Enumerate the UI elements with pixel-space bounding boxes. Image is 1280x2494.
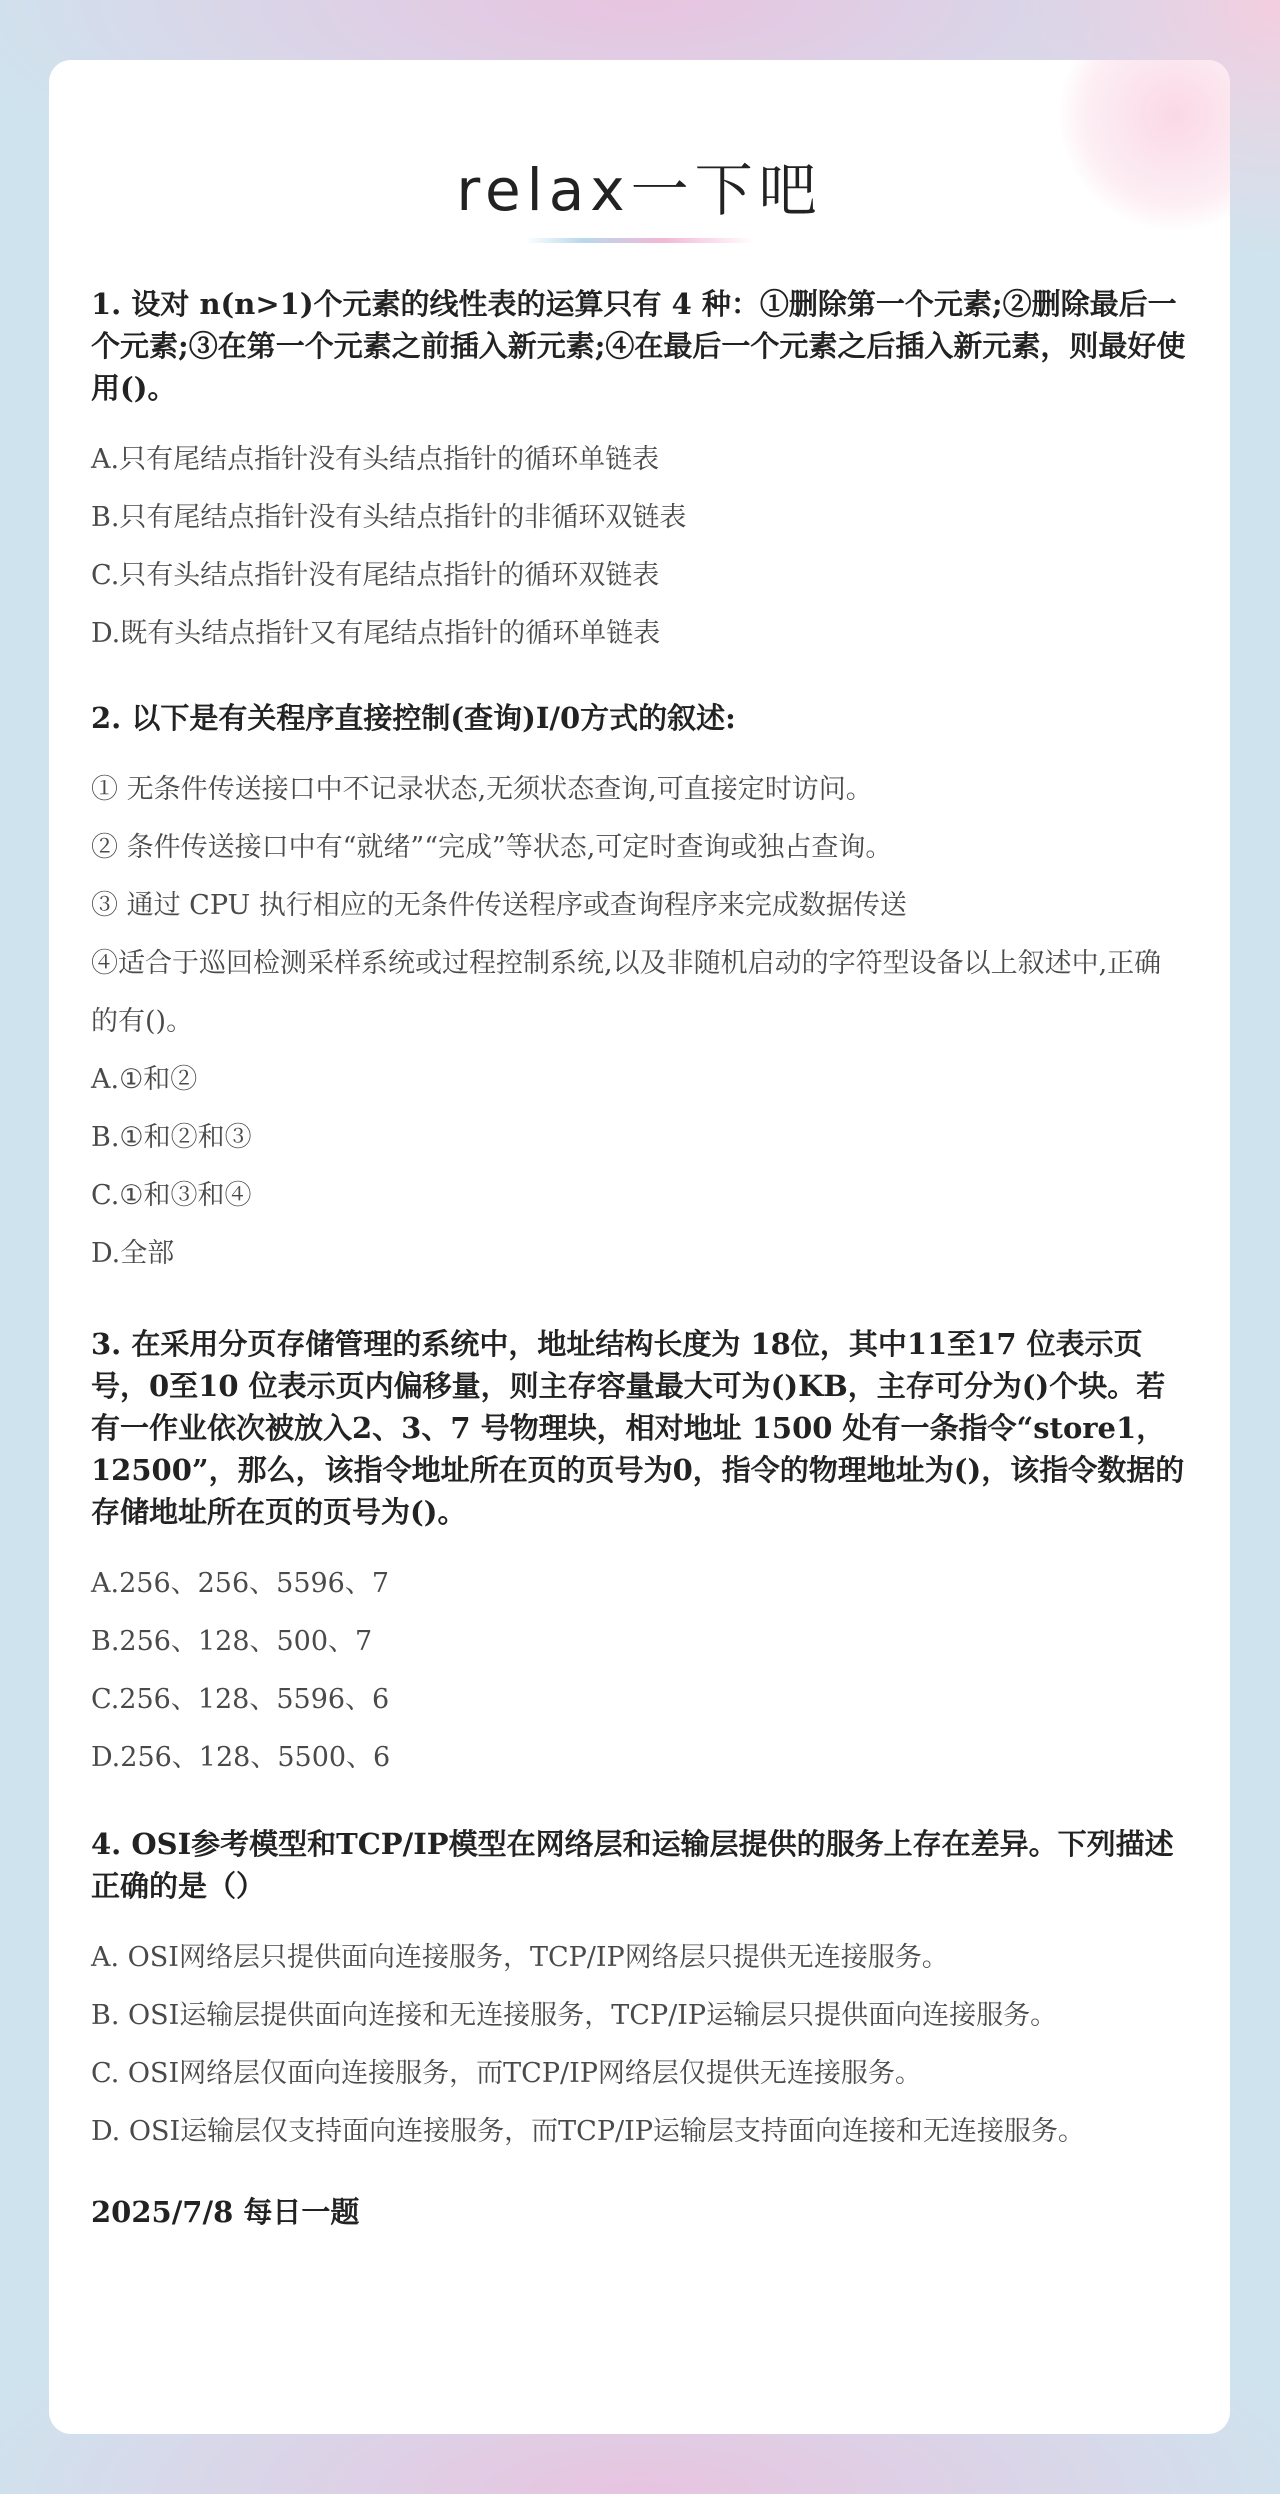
question-text-3: 3. 在采用分页存储管理的系统中，地址结构长度为 18位，其中11至17 位表示页号，0至10 位表示页内偏移量，则主存容量最大可为()KB，主存可分为()个块。若有一作业依次被放入2、3、7 号物理块，相对地址 1500 处有一条指令“store1， 12500”，那么，该指令地址所在页的页号为0，指令的物理地址为()，该指令数据的存储地址所在页的页号为()。 [91,1326,1185,1529]
question-text-1: 1. 设对 n(n>1)个元素的线性表的运算只有 4 种：①删除第一个元素;②删除最后一个元素;③在第一个元素之前插入新元素;④在最后一个元素之后插入新元素，则最好使用()。 [91,286,1186,405]
option-1-b[interactable]: B.只有尾结点指针没有头结点指针的非循环双链表 [91,501,687,533]
option-1-a[interactable]: A.只有尾结点指针没有头结点指针的循环单链表 [91,443,660,475]
question-text-2: 2. 以下是有关程序直接控制(查询)I/0方式的叙述: [91,700,736,735]
option-2-a[interactable]: A.①和② [91,1063,198,1095]
question-block-2 [91,697,1188,1283]
option-list-3 [91,1555,1188,1787]
option-1-c[interactable]: C.只有头结点指针没有尾结点指针的循环双链表 [91,559,660,591]
statement-2-3: ③ 通过 CPU 执行相应的无条件传送程序或查询程序来完成数据传送 [91,889,907,921]
page-title: relax一下吧 [456,156,823,224]
question-block-4 [91,1823,1188,2161]
option-4-b[interactable]: B. OSI运输层提供面向连接和无连接服务，TCP/IP运输层只提供面向连接服务。 [91,1999,1058,2031]
option-list-1 [91,431,1188,663]
title-underline [525,238,755,243]
option-list-4 [91,1929,1188,2161]
option-3-b[interactable]: B.256、128、500、7 [91,1625,373,1657]
statement-list-2 [91,761,1188,1051]
content-card [49,60,1230,2434]
option-4-d[interactable]: D. OSI运输层仅支持面向连接服务，而TCP/IP运输层支持面向连接和无连接服务。 [91,2115,1085,2147]
statement-2-1: ① 无条件传送接口中不记录状态,无须状态查询,可直接定时访问。 [91,773,873,805]
option-2-b[interactable]: B.①和②和③ [91,1121,252,1153]
question-block-1 [91,283,1188,663]
footer-date: 2025/7/8 每日一题 [91,2194,360,2229]
option-4-c[interactable]: C. OSI网络层仅面向连接服务，而TCP/IP网络层仅提供无连接服务。 [91,2057,922,2089]
statement-2-4: ④适合于巡回检测采样系统或过程控制系统,以及非随机启动的字符型设备以上叙述中,正确的有()。 [91,947,1162,1037]
option-3-c[interactable]: C.256、128、5596、6 [91,1683,390,1715]
option-2-d[interactable]: D.全部 [91,1237,175,1269]
option-1-d[interactable]: D.既有头结点指针又有尾结点指针的循环单链表 [91,617,661,649]
statement-2-2: ② 条件传送接口中有“就绪”“完成”等状态,可定时查询或独占查询。 [91,831,893,863]
question-text-4: 4. OSI参考模型和TCP/IP模型在网络层和运输层提供的服务上存在差异。下列描述正确的是（） [91,1826,1174,1903]
option-4-a[interactable]: A. OSI网络层只提供面向连接服务，TCP/IP网络层只提供无连接服务。 [91,1941,949,1973]
option-list-2 [91,1051,1188,1283]
question-block-3 [91,1323,1188,1787]
option-2-c[interactable]: C.①和③和④ [91,1179,252,1211]
option-3-d[interactable]: D.256、128、5500、6 [91,1741,391,1773]
option-3-a[interactable]: A.256、256、5596、7 [91,1567,390,1599]
